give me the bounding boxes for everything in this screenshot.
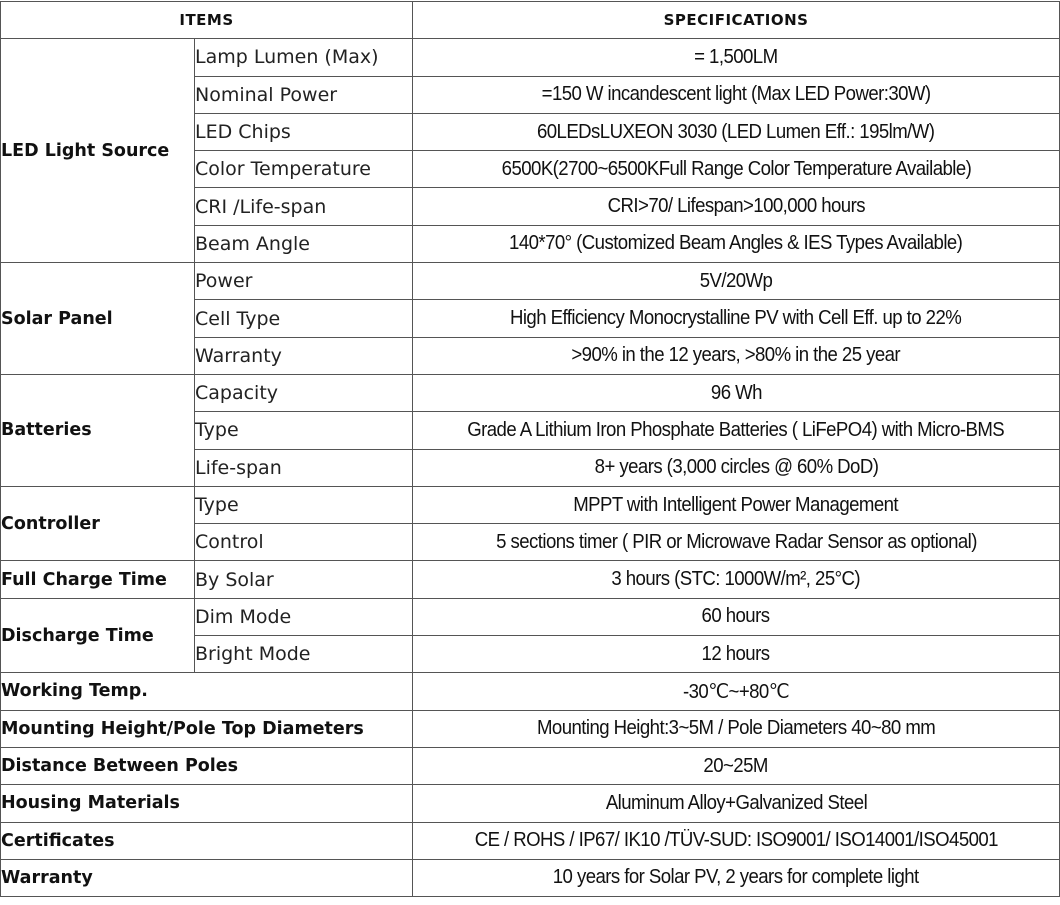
item-label: Power <box>195 263 413 300</box>
table-row <box>1 747 1060 784</box>
spec-value: = 1,500LM <box>413 39 1060 76</box>
category-warranty: Warranty <box>1 859 413 896</box>
item-label: CRI /Life-span <box>195 188 413 225</box>
item-label: By Solar <box>195 561 413 598</box>
spec-value: 96 Wh <box>413 374 1060 411</box>
items-column-header: ITEMS <box>1 2 413 39</box>
category-full-charge-time: Full Charge Time <box>1 561 195 598</box>
spec-value: Mounting Height:3~5M / Pole Diameters 40~80 mm <box>413 710 1060 747</box>
category-controller: Controller <box>1 486 195 561</box>
category-distance-between-poles: Distance Between Poles <box>1 747 413 784</box>
spec-value: 60LEDsLUXEON 3030 (LED Lumen Eff.: 195lm/W) <box>413 113 1060 150</box>
spec-value: -30℃~+80℃ <box>413 673 1060 710</box>
table-row <box>1 374 1060 411</box>
category-discharge-time: Discharge Time <box>1 598 195 673</box>
table-row <box>1 673 1060 710</box>
item-label: Bright Mode <box>195 636 413 673</box>
item-label: Capacity <box>195 374 413 411</box>
specifications-column-header: SPECIFICATIONS <box>413 2 1060 39</box>
category-housing-materials: Housing Materials <box>1 785 413 822</box>
spec-value: 12 hours <box>413 636 1060 673</box>
table-row <box>1 710 1060 747</box>
spec-value: 10 years for Solar PV, 2 years for complete light <box>413 859 1060 896</box>
table-row <box>1 263 1060 300</box>
spec-value: 3 hours (STC: 1000W/m², 25°C) <box>413 561 1060 598</box>
item-label: Control <box>195 524 413 561</box>
category-batteries: Batteries <box>1 374 195 486</box>
table-row <box>1 822 1060 859</box>
item-label: LED Chips <box>195 113 413 150</box>
spec-value: =150 W incandescent light (Max LED Power:30W) <box>413 76 1060 113</box>
item-label: Cell Type <box>195 300 413 337</box>
table-row <box>1 859 1060 896</box>
item-label: Type <box>195 486 413 523</box>
item-label: Warranty <box>195 337 413 374</box>
category-certificates: Certificates <box>1 822 413 859</box>
item-label: Beam Angle <box>195 225 413 262</box>
spec-value: 5V/20Wp <box>413 263 1060 300</box>
table-row <box>1 598 1060 635</box>
spec-value: 20~25M <box>413 747 1060 784</box>
item-label: Color Temperature <box>195 151 413 188</box>
spec-value: 6500K(2700~6500KFull Range Color Temperature Available) <box>413 151 1060 188</box>
spec-value: Grade A Lithium Iron Phosphate Batteries ( LiFePO4) with Micro-BMS <box>413 412 1060 449</box>
table-row <box>1 785 1060 822</box>
category-mounting-height: Mounting Height/Pole Top Diameters <box>1 710 413 747</box>
spec-value: >90% in the 12 years, >80% in the 25 year <box>413 337 1060 374</box>
category-led-light-source: LED Light Source <box>1 39 195 263</box>
specifications-table <box>0 1 1060 897</box>
item-label: Type <box>195 412 413 449</box>
item-label: Lamp Lumen (Max) <box>195 39 413 76</box>
spec-value: 60 hours <box>413 598 1060 635</box>
table-row <box>1 486 1060 523</box>
spec-value: 8+ years (3,000 circles @ 60% DoD) <box>413 449 1060 486</box>
spec-value: 5 sections timer ( PIR or Microwave Radar Sensor as optional) <box>413 524 1060 561</box>
spec-value: CRI>70/ Lifespan>100,000 hours <box>413 188 1060 225</box>
item-label: Nominal Power <box>195 76 413 113</box>
item-label: Dim Mode <box>195 598 413 635</box>
spec-value: MPPT with Intelligent Power Management <box>413 486 1060 523</box>
table-row <box>1 561 1060 598</box>
spec-value: 140*70° (Customized Beam Angles & IES Types Available) <box>413 225 1060 262</box>
spec-value: Aluminum Alloy+Galvanized Steel <box>413 785 1060 822</box>
item-label: Life-span <box>195 449 413 486</box>
category-solar-panel: Solar Panel <box>1 263 195 375</box>
category-working-temp: Working Temp. <box>1 673 413 710</box>
table-header-row <box>1 2 1060 39</box>
spec-value: High Efficiency Monocrystalline PV with Cell Eff. up to 22% <box>413 300 1060 337</box>
spec-value: CE / ROHS / IP67/ IK10 /TÜV-SUD: ISO9001/ ISO14001/ISO45001 <box>413 822 1060 859</box>
table-row <box>1 39 1060 76</box>
